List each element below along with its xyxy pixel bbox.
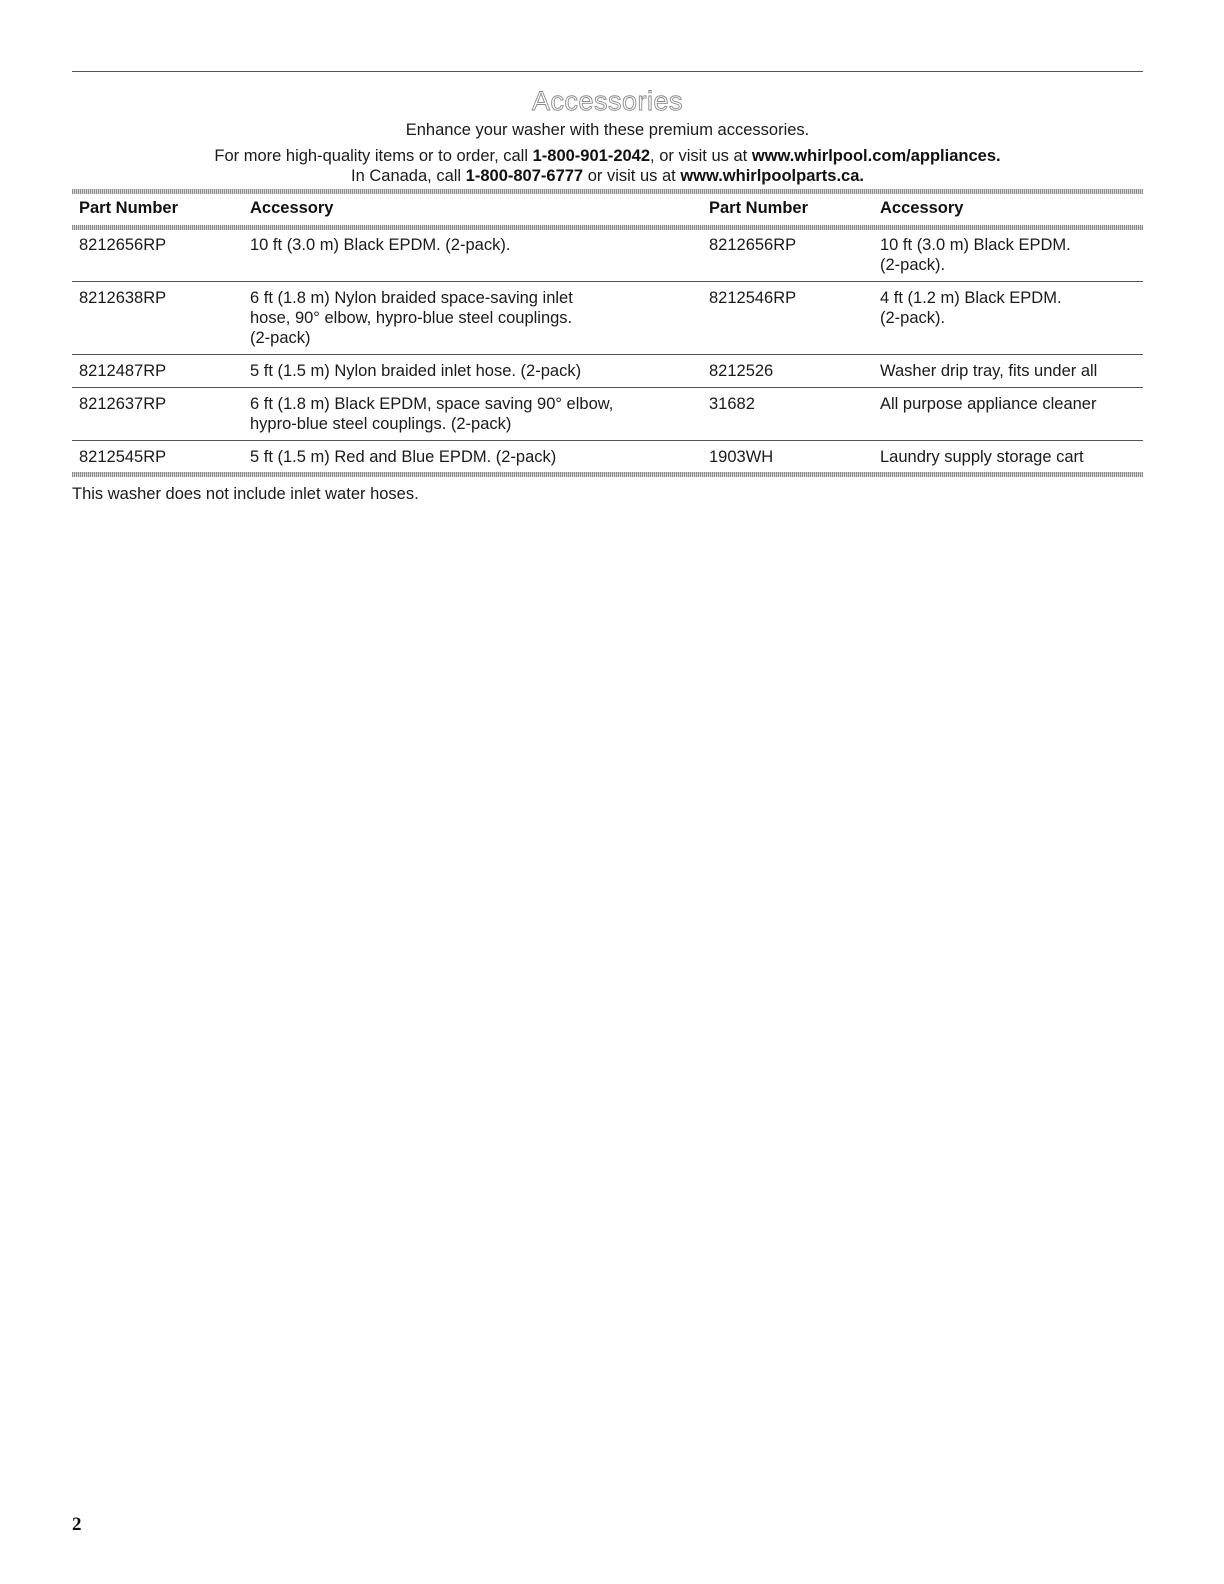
column-header-part-number: Part Number [79, 199, 179, 217]
accessory-cell: Washer drip tray, fits under all [873, 355, 1143, 388]
canada-text: In Canada, call [351, 167, 466, 185]
part-number-cell: 8212656RP [72, 229, 243, 282]
table-header-row [72, 195, 1143, 225]
table-row [72, 388, 1143, 441]
part-number-cell: 31682 [702, 388, 873, 441]
order-text-mid: , or visit us at [650, 147, 752, 165]
table-row [72, 282, 1143, 355]
part-number-cell: 8212526 [702, 355, 873, 388]
top-rule [72, 71, 1143, 72]
accessories-table [72, 195, 1143, 473]
canada-info-line [72, 166, 1143, 186]
canada-phone-number: 1-800-807-6777 [465, 167, 584, 185]
table-top-rule [72, 189, 1143, 194]
canada-text-mid: or visit us at [583, 167, 681, 185]
table-row [72, 355, 1143, 388]
part-number-cell: 1903WH [709, 448, 774, 466]
order-info-line [72, 146, 1143, 166]
canada-website-link[interactable]: www.whirlpoolparts.ca. [680, 167, 864, 185]
column-header-accessory: Accessory [250, 199, 334, 217]
column-header-part-number: Part Number [709, 199, 809, 217]
us-phone-number: 1-800-901-2042 [532, 147, 651, 165]
table-bottom-rule [72, 472, 1143, 477]
table-row [72, 441, 1143, 474]
part-number-cell: 8212546RP [702, 282, 873, 355]
intro-text: Enhance your washer with these premium accessories. [405, 121, 810, 139]
order-text: For more high-quality items or to order, call [214, 147, 533, 165]
accessory-cell: 6 ft (1.8 m) Nylon braided space-saving inlet hose, 90° elbow, hypro-blue steel couplings. (2-pack) [243, 282, 702, 355]
accessory-cell: 4 ft (1.2 m) Black EPDM. (2-pack). [873, 282, 1143, 355]
column-header-accessory: Accessory [880, 199, 964, 217]
accessory-cell: 5 ft (1.5 m) Red and Blue EPDM. (2-pack) [250, 448, 557, 466]
page-number: 2 [72, 1514, 82, 1535]
accessory-cell: 5 ft (1.5 m) Nylon braided inlet hose. (2-pack) [243, 355, 702, 388]
accessory-cell: Laundry supply storage cart [880, 448, 1084, 466]
accessory-cell: 10 ft (3.0 m) Black EPDM. (2-pack). [243, 229, 702, 282]
intro-line [72, 120, 1143, 140]
page-title: Accessories [531, 86, 684, 116]
part-number-cell: 8212656RP [702, 229, 873, 282]
part-number-cell: 8212487RP [72, 355, 243, 388]
part-number-cell: 8212637RP [72, 388, 243, 441]
part-number-cell: 8212545RP [79, 448, 167, 466]
table-row [72, 229, 1143, 282]
accessory-cell: 10 ft (3.0 m) Black EPDM. (2-pack). [873, 229, 1143, 282]
part-number-cell: 8212638RP [72, 282, 243, 355]
hoses-note: This washer does not include inlet water hoses. [72, 485, 419, 503]
accessory-cell: All purpose appliance cleaner [873, 388, 1143, 441]
accessory-cell: 6 ft (1.8 m) Black EPDM, space saving 90° elbow, hypro-blue steel couplings. (2-pack) [243, 388, 702, 441]
us-website-link[interactable]: www.whirlpool.com/appliances. [751, 147, 1001, 165]
